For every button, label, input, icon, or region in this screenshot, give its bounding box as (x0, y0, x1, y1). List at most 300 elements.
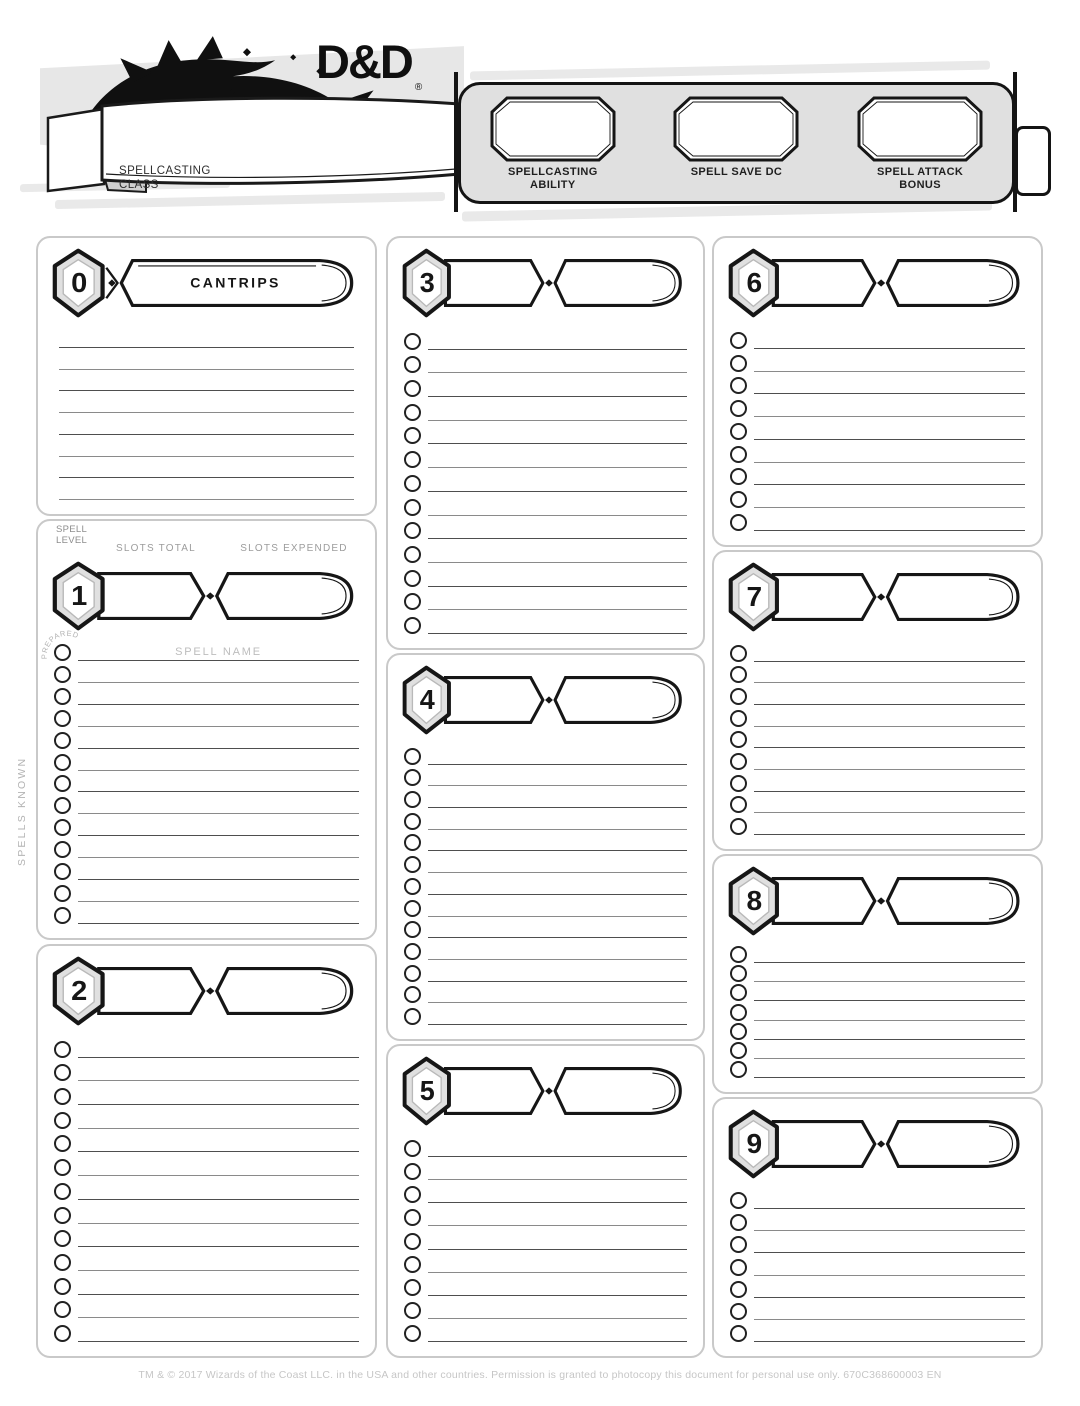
spell-name-line[interactable] (428, 578, 687, 587)
prepared-toggle[interactable] (54, 885, 71, 902)
prepared-toggle[interactable] (730, 377, 747, 394)
spell-level-caption: SPELL LEVEL (56, 524, 88, 546)
spell-name-line[interactable] (59, 404, 354, 413)
spell-row (404, 1296, 687, 1319)
spell-name-line[interactable] (754, 1069, 1025, 1078)
spell-name-line[interactable] (428, 483, 687, 492)
slots-total-field[interactable] (99, 969, 204, 1014)
prepared-toggle[interactable] (404, 1140, 421, 1157)
spell-name-line[interactable] (754, 431, 1025, 440)
ribbon-tail (1015, 126, 1051, 196)
spell-row (54, 1081, 359, 1105)
spell-name-line[interactable] (754, 385, 1025, 394)
slots-total-field[interactable] (773, 1122, 874, 1167)
spell-row (404, 960, 687, 982)
spell-name-line[interactable] (78, 1049, 359, 1058)
spell-name-line[interactable] (78, 1309, 359, 1318)
prepared-toggle[interactable] (730, 1192, 747, 1209)
spell-name-line[interactable] (78, 783, 359, 792)
spell-name-line[interactable] (78, 1191, 359, 1200)
slots-total-field[interactable] (445, 261, 542, 306)
spell-name-line[interactable] (428, 1217, 687, 1226)
slots-expended-field[interactable] (887, 575, 1017, 620)
prepared-toggle[interactable] (730, 1236, 747, 1253)
spell-row (404, 1273, 687, 1296)
prepared-toggle[interactable] (730, 332, 747, 349)
spell-name-line[interactable] (754, 783, 1025, 792)
prepared-toggle[interactable] (730, 1214, 747, 1231)
spell-name-line[interactable] (78, 1262, 359, 1271)
spell-name-line[interactable] (428, 364, 687, 373)
prepared-toggle[interactable] (730, 423, 747, 440)
spell-name-line[interactable] (428, 908, 687, 917)
slots-expended-field[interactable] (887, 1122, 1017, 1167)
spell-name-line[interactable] (78, 1238, 359, 1247)
spell-row (54, 1105, 359, 1129)
svg-text:3: 3 (419, 266, 435, 299)
spell-name-line[interactable] (78, 893, 359, 902)
prepared-toggle[interactable] (404, 900, 421, 917)
spell-name-line[interactable] (78, 645, 359, 661)
prepared-toggle[interactable] (730, 1281, 747, 1298)
prepared-toggle[interactable] (404, 593, 421, 610)
prepared-toggle[interactable] (404, 1325, 421, 1342)
prepared-toggle[interactable] (404, 986, 421, 1003)
spell-rows (402, 1126, 689, 1344)
spell-row (404, 1003, 687, 1025)
footer-text: TM & © 2017 Wizards of the Coast LLC. in the USA and other countries. Permission is granted to photocopy this document for personal use only. 670C368600003 EN (138, 1369, 942, 1381)
prepared-toggle[interactable] (730, 514, 747, 531)
spell-row (404, 444, 687, 468)
prepared-toggle[interactable] (404, 1279, 421, 1296)
spell-level-badge (405, 251, 449, 316)
prepared-toggle[interactable] (730, 984, 747, 1001)
spell-name-line[interactable] (754, 1333, 1025, 1342)
prepared-toggle[interactable] (54, 666, 71, 683)
prepared-toggle[interactable] (404, 1233, 421, 1250)
slots-total-field[interactable] (445, 1069, 542, 1114)
spell-name-line[interactable] (754, 1031, 1025, 1040)
stat-spell-attack-bonus (835, 95, 1005, 192)
prepared-toggle[interactable] (404, 380, 421, 397)
spell-row (730, 1209, 1025, 1231)
spell-row (54, 1200, 359, 1224)
spell-name-line[interactable] (78, 1143, 359, 1152)
spell-level-4-header (402, 665, 689, 735)
prepared-toggle[interactable] (54, 1112, 71, 1129)
spell-name-line[interactable] (754, 1200, 1025, 1209)
prepared-toggle[interactable] (404, 813, 421, 830)
slots-expended-field[interactable] (887, 261, 1017, 306)
cantrips-header (52, 248, 361, 318)
spell-row (730, 727, 1025, 749)
spell-level-badge (405, 668, 449, 733)
spell-name-line[interactable] (78, 1167, 359, 1176)
spell-row (54, 1152, 359, 1176)
spell-name-line[interactable] (428, 459, 687, 468)
prepared-toggle[interactable] (404, 333, 421, 350)
spell-name-line[interactable] (428, 554, 687, 563)
prepared-toggle[interactable] (404, 834, 421, 851)
spell-name-column-label: SPELL NAME (175, 645, 262, 658)
spell-row (54, 1034, 359, 1058)
spell-row (404, 917, 687, 939)
prepared-toggle[interactable] (730, 965, 747, 982)
prepared-toggle[interactable] (730, 818, 747, 835)
spell-row (730, 813, 1025, 835)
prepared-toggle[interactable] (54, 1254, 71, 1271)
spell-row (404, 468, 687, 492)
spell-level-badge (55, 564, 103, 629)
spell-name-line[interactable] (428, 842, 687, 851)
spell-row (730, 326, 1025, 349)
spell-name-line[interactable] (754, 973, 1025, 982)
prepared-toggle[interactable] (404, 965, 421, 982)
spell-level-badge (405, 1059, 449, 1124)
spell-name-line[interactable] (59, 339, 354, 348)
spell-name-line[interactable] (78, 674, 359, 683)
prepared-toggle[interactable] (730, 688, 747, 705)
slots-expended-field[interactable] (555, 261, 680, 306)
spell-name-line[interactable] (428, 507, 687, 516)
spell-name-line[interactable] (754, 1289, 1025, 1298)
prepared-toggle[interactable] (54, 754, 71, 771)
prepared-toggle[interactable] (54, 841, 71, 858)
spell-name-line[interactable] (78, 762, 359, 771)
spell-row (54, 1176, 359, 1200)
spell-name-line[interactable] (78, 1333, 359, 1342)
prepared-toggle[interactable] (54, 1278, 71, 1295)
prepared-toggle[interactable] (730, 645, 747, 662)
spell-name-line[interactable] (78, 1286, 359, 1295)
spell-name-line[interactable] (78, 696, 359, 705)
spell-name-line[interactable] (428, 530, 687, 539)
prepared-toggle[interactable] (404, 878, 421, 895)
spell-name-line[interactable] (78, 718, 359, 727)
spell-name-line[interactable] (428, 994, 687, 1003)
prepared-toggle[interactable] (404, 499, 421, 516)
prepared-toggle[interactable] (730, 400, 747, 417)
spell-row (404, 1203, 687, 1226)
spell-name-line[interactable] (428, 1171, 687, 1180)
spell-row (730, 963, 1025, 982)
svg-text:CANTRIPS: CANTRIPS (190, 275, 281, 291)
spell-name-line[interactable] (59, 491, 354, 500)
spell-row (730, 1021, 1025, 1040)
spellcasting-ability-field[interactable] (489, 95, 617, 163)
spell-name-line[interactable] (428, 388, 687, 397)
spell-name-line[interactable] (428, 1016, 687, 1025)
svg-text:1: 1 (71, 580, 88, 612)
prepared-toggle[interactable] (404, 1209, 421, 1226)
spell-name-line[interactable] (428, 821, 687, 830)
prepared-toggle[interactable] (404, 570, 421, 587)
spell-name-line[interactable] (754, 363, 1025, 372)
spell-name-line[interactable] (428, 886, 687, 895)
prepared-toggle[interactable] (730, 1023, 747, 1040)
dnd-logo (316, 34, 423, 93)
spell-level-badge (55, 251, 103, 316)
prepared-toggle[interactable] (54, 1041, 71, 1058)
prepared-toggle[interactable] (404, 791, 421, 808)
spell-name-line[interactable] (428, 1264, 687, 1273)
prepared-toggle[interactable] (730, 1061, 747, 1078)
spell-name-line[interactable] (59, 448, 354, 457)
spell-name-line[interactable] (428, 1287, 687, 1296)
spell-level-badge (731, 869, 777, 934)
spell-name-line[interactable] (78, 1096, 359, 1105)
spell-name-line[interactable] (754, 761, 1025, 770)
spell-row (730, 683, 1025, 705)
slots-expended-field[interactable] (217, 574, 352, 619)
spell-name-line[interactable] (78, 849, 359, 858)
prepared-toggle[interactable] (730, 446, 747, 463)
spell-name-line[interactable] (78, 740, 359, 749)
spell-name-line[interactable] (78, 915, 359, 924)
spell-name-line[interactable] (428, 1241, 687, 1250)
spellcasting-class-label: SPELLCASTING CLASS (119, 165, 211, 192)
prepared-toggle[interactable] (730, 710, 747, 727)
stat-spellcasting-ability (468, 95, 638, 192)
prepared-toggle[interactable] (730, 1303, 747, 1320)
spell-row (730, 1059, 1025, 1078)
slots-total-field[interactable] (773, 879, 874, 924)
slots-expended-field[interactable] (887, 879, 1017, 924)
spell-level-1-section (36, 519, 377, 940)
spell-row (54, 348, 359, 370)
spell-name-line[interactable] (428, 625, 687, 634)
prepared-toggle[interactable] (404, 475, 421, 492)
spell-level-badge (731, 251, 777, 316)
spell-name-line[interactable] (754, 476, 1025, 485)
spell-name-line[interactable] (428, 1333, 687, 1342)
spell-name-line[interactable] (754, 522, 1025, 531)
slots-total-field[interactable] (99, 574, 204, 619)
slots-total-field[interactable] (773, 575, 874, 620)
prepared-toggle[interactable] (730, 1325, 747, 1342)
spell-name-line[interactable] (754, 1311, 1025, 1320)
spellcasting-class-field[interactable] (46, 92, 466, 204)
prepared-toggle[interactable] (54, 1064, 71, 1081)
slots-expended-field[interactable] (555, 1069, 680, 1114)
spell-name-line[interactable] (754, 1050, 1025, 1059)
spell-name-line[interactable] (428, 435, 687, 444)
spell-name-line[interactable] (428, 412, 687, 421)
slots-expended-caption: SLOTS EXPENDED (240, 543, 348, 554)
spell-name-line[interactable] (754, 408, 1025, 417)
spell-name-line[interactable] (428, 1148, 687, 1157)
prepared-toggle[interactable] (54, 1159, 71, 1176)
prepared-toggle[interactable] (730, 946, 747, 963)
spell-name-line[interactable] (59, 426, 354, 435)
spell-name-line[interactable] (59, 361, 354, 370)
svg-text:7: 7 (746, 581, 763, 612)
spell-name-line[interactable] (59, 382, 354, 391)
svg-text:9: 9 (746, 1128, 763, 1159)
spell-row (404, 587, 687, 611)
spell-row (54, 1271, 359, 1295)
spell-name-line[interactable] (754, 1267, 1025, 1276)
prepared-toggle[interactable] (404, 921, 421, 938)
spell-row (730, 944, 1025, 963)
spell-name-line[interactable] (754, 1012, 1025, 1021)
prepared-toggle[interactable] (404, 451, 421, 468)
prepared-toggle[interactable] (404, 943, 421, 960)
spell-name-line[interactable] (754, 696, 1025, 705)
spell-name-line[interactable] (78, 1120, 359, 1129)
spell-row (404, 492, 687, 516)
prepared-toggle[interactable] (54, 710, 71, 727)
prepared-toggle[interactable] (54, 1230, 71, 1247)
svg-text:4: 4 (419, 683, 435, 716)
prepared-toggle[interactable] (730, 753, 747, 770)
prepared-toggle[interactable] (404, 356, 421, 373)
spell-name-line[interactable] (428, 601, 687, 610)
level-1-header-labels (52, 524, 361, 561)
spell-row (404, 1134, 687, 1157)
spell-name-line[interactable] (78, 871, 359, 880)
prepared-toggle[interactable] (730, 775, 747, 792)
prepared-toggle[interactable] (54, 797, 71, 814)
spell-name-line[interactable] (428, 864, 687, 873)
spell-name-line[interactable] (754, 718, 1025, 727)
prepared-toggle[interactable] (404, 1256, 421, 1273)
svg-text:8: 8 (746, 885, 763, 916)
prepared-toggle[interactable] (730, 1259, 747, 1276)
prepared-toggle[interactable] (730, 355, 747, 372)
spell-row (404, 1157, 687, 1180)
spell-name-line[interactable] (78, 1072, 359, 1081)
prepared-toggle[interactable] (404, 856, 421, 873)
spell-row (404, 350, 687, 374)
prepared-toggle[interactable] (404, 427, 421, 444)
prepared-toggle[interactable] (404, 404, 421, 421)
spell-rows (728, 1179, 1027, 1344)
prepared-toggle[interactable] (730, 468, 747, 485)
spell-name-line[interactable] (754, 739, 1025, 748)
prepared-toggle[interactable] (54, 732, 71, 749)
slots-expended-field[interactable] (555, 678, 680, 723)
spell-name-line[interactable] (754, 826, 1025, 835)
spell-name-line[interactable] (428, 1310, 687, 1319)
spell-name-line[interactable] (754, 1244, 1025, 1253)
spell-name-line[interactable] (754, 1222, 1025, 1231)
prepared-toggle[interactable] (404, 748, 421, 765)
slots-total-field[interactable] (773, 261, 874, 306)
prepared-toggle[interactable] (404, 1163, 421, 1180)
svg-text:0: 0 (71, 267, 88, 299)
spell-row (730, 1040, 1025, 1059)
spell-row (730, 792, 1025, 814)
prepared-toggle[interactable] (54, 1183, 71, 1200)
spell-row (54, 727, 359, 749)
spell-row (54, 749, 359, 771)
spell-name-line[interactable] (78, 827, 359, 836)
spell-name-line[interactable] (428, 929, 687, 938)
spell-name-line[interactable] (78, 1215, 359, 1224)
spell-row (54, 1247, 359, 1271)
svg-text:PREPARED: PREPARED (39, 628, 81, 660)
spell-name-line[interactable] (754, 454, 1025, 463)
prepared-toggle[interactable] (404, 769, 421, 786)
spell-name-line[interactable] (754, 340, 1025, 349)
registered-mark: ® (414, 82, 423, 93)
prepared-toggle[interactable] (54, 1135, 71, 1152)
spell-row (54, 902, 359, 924)
prepared-toggle[interactable] (54, 1325, 71, 1342)
spell-rows (402, 318, 689, 636)
prepared-toggle[interactable] (54, 1207, 71, 1224)
spell-row (404, 539, 687, 563)
spell-attack-bonus-label: SPELL ATTACK BONUS (877, 166, 964, 192)
prepared-toggle[interactable] (54, 1301, 71, 1318)
prepared-toggle[interactable] (54, 1088, 71, 1105)
spell-level-7-header (728, 562, 1027, 632)
spell-name-line[interactable] (428, 799, 687, 808)
spell-row (404, 1250, 687, 1273)
spell-name-line[interactable] (428, 1194, 687, 1203)
spells-known-label: SPELLS KNOWN (16, 756, 28, 866)
spell-row (54, 1058, 359, 1082)
slots-total-field[interactable] (445, 678, 542, 723)
spell-row (54, 1129, 359, 1153)
spell-save-dc-field[interactable] (672, 95, 800, 163)
prepared-toggle[interactable] (54, 863, 71, 880)
prepared-toggle[interactable] (54, 907, 71, 924)
prepared-toggle[interactable] (730, 666, 747, 683)
prepared-toggle[interactable] (54, 819, 71, 836)
spell-name-line[interactable] (428, 341, 687, 350)
spell-name-line[interactable] (428, 973, 687, 982)
slots-expended-field[interactable] (217, 969, 352, 1014)
spell-name-line[interactable] (78, 805, 359, 814)
spell-name-line[interactable] (754, 804, 1025, 813)
spell-name-line[interactable] (754, 674, 1025, 683)
spell-name-line[interactable] (754, 954, 1025, 963)
prepared-toggle[interactable] (730, 491, 747, 508)
spell-row (404, 610, 687, 634)
spell-level-7-section (712, 550, 1043, 851)
spell-name-line[interactable] (428, 756, 687, 765)
spell-row (54, 370, 359, 392)
prepared-toggle[interactable] (404, 546, 421, 563)
spell-attack-bonus-field[interactable] (856, 95, 984, 163)
spell-level-3-section (386, 236, 705, 650)
prepared-toggle[interactable] (730, 731, 747, 748)
prepared-toggle[interactable] (404, 1302, 421, 1319)
prepared-toggle[interactable] (404, 617, 421, 634)
spell-name-line[interactable] (754, 499, 1025, 508)
prepared-toggle[interactable] (404, 522, 421, 539)
spell-name-line[interactable] (754, 653, 1025, 662)
spell-level-8-header (728, 866, 1027, 936)
spell-name-line[interactable] (428, 951, 687, 960)
spell-name-line[interactable] (754, 992, 1025, 1001)
spell-row (54, 880, 359, 902)
prepared-toggle[interactable] (404, 1186, 421, 1203)
prepared-toggle[interactable] (730, 796, 747, 813)
prepared-toggle[interactable] (730, 1004, 747, 1021)
prepared-toggle[interactable] (54, 688, 71, 705)
spell-row (404, 1180, 687, 1203)
spell-name-line[interactable] (428, 777, 687, 786)
prepared-toggle[interactable] (730, 1042, 747, 1059)
spell-row (404, 397, 687, 421)
spell-name-line[interactable] (59, 469, 354, 478)
spell-level-badge (55, 959, 103, 1024)
prepared-toggle[interactable] (404, 1008, 421, 1025)
prepared-toggle[interactable] (54, 775, 71, 792)
